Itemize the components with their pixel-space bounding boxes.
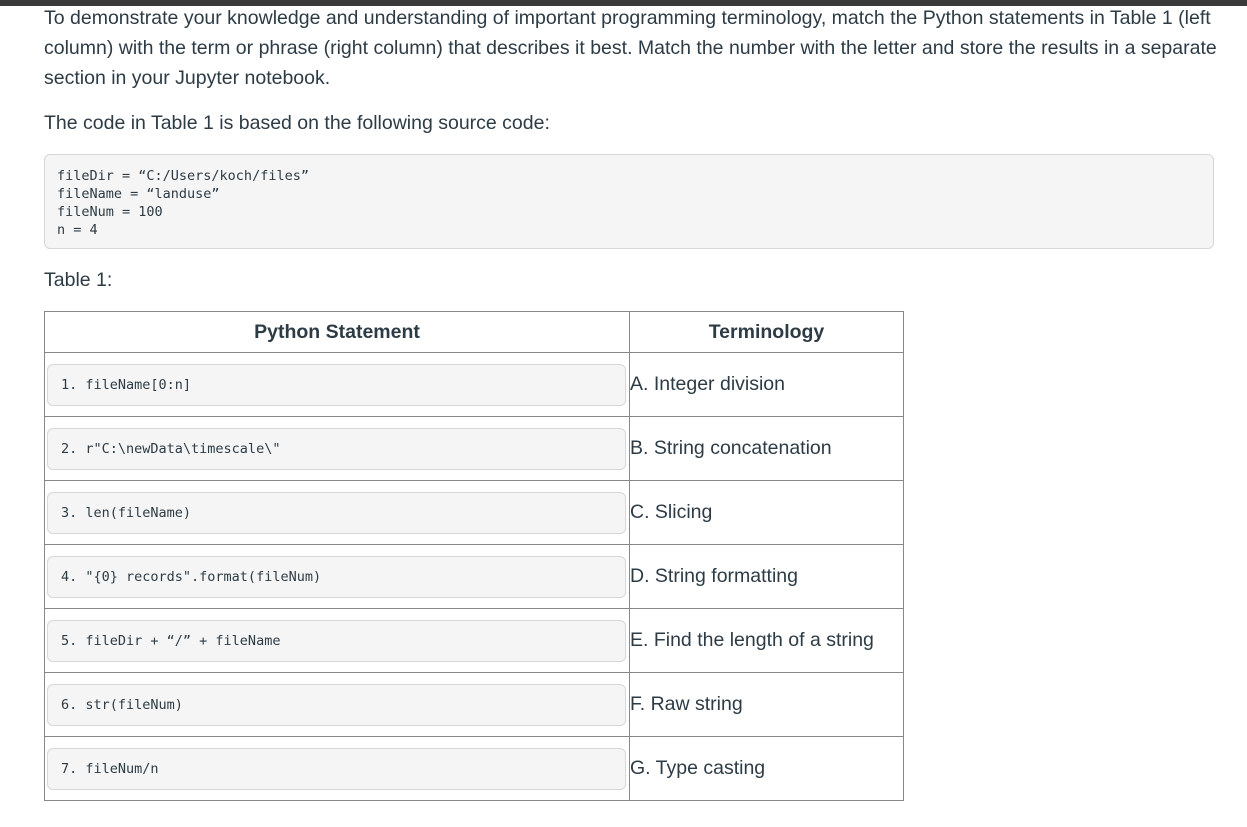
table-header-row [45, 312, 904, 353]
statement-cell [45, 353, 630, 417]
statement-code: 3. len(fileName) [47, 492, 626, 534]
term-cell: G. Type casting [630, 737, 904, 801]
statement-cell [45, 673, 630, 737]
statement-cell [45, 737, 630, 801]
statement-code: 1. fileName[0:n] [47, 364, 626, 406]
intro-paragraph: To demonstrate your knowledge and understanding of important programming terminology, match the Python statements in Table 1 (left column) with the term or phrase (right column) that describes it best. Match the number with the letter and store the results in a separate section in your Jupyter notebook. [44, 7, 1217, 89]
table-row [45, 673, 904, 737]
table-row [45, 545, 904, 609]
source-code-block [44, 154, 1214, 249]
table-row [45, 417, 904, 481]
table-row [45, 609, 904, 673]
term-cell: D. String formatting [630, 545, 904, 609]
table-row [45, 737, 904, 801]
source-code-intro: The code in Table 1 is based on the following source code: [44, 112, 550, 134]
statement-code: 2. r"C:\newData\timescale\" [47, 428, 626, 470]
code-line: fileName = “landuse” [57, 186, 220, 202]
code-line: fileDir = “C:/Users/koch/files” [57, 168, 309, 184]
statement-code: 5. fileDir + “/” + fileName [47, 620, 626, 662]
term-cell: A. Integer division [630, 353, 904, 417]
table-row [45, 353, 904, 417]
header-terminology: Terminology [630, 312, 904, 353]
term-cell: F. Raw string [630, 673, 904, 737]
statement-cell [45, 545, 630, 609]
term-cell: C. Slicing [630, 481, 904, 545]
statement-cell [45, 609, 630, 673]
code-line: n = 4 [57, 222, 98, 238]
term-cell: B. String concatenation [630, 417, 904, 481]
term-cell: E. Find the length of a string [630, 609, 904, 673]
matching-table [44, 311, 904, 801]
statement-code: 6. str(fileNum) [47, 684, 626, 726]
statement-code: 7. fileNum/n [47, 748, 626, 790]
statement-cell [45, 481, 630, 545]
statement-cell [45, 417, 630, 481]
header-python-statement: Python Statement [45, 312, 630, 353]
table-label: Table 1: [44, 269, 113, 291]
statement-code: 4. "{0} records".format(fileNum) [47, 556, 626, 598]
table-row [45, 481, 904, 545]
code-line: fileNum = 100 [57, 204, 163, 220]
